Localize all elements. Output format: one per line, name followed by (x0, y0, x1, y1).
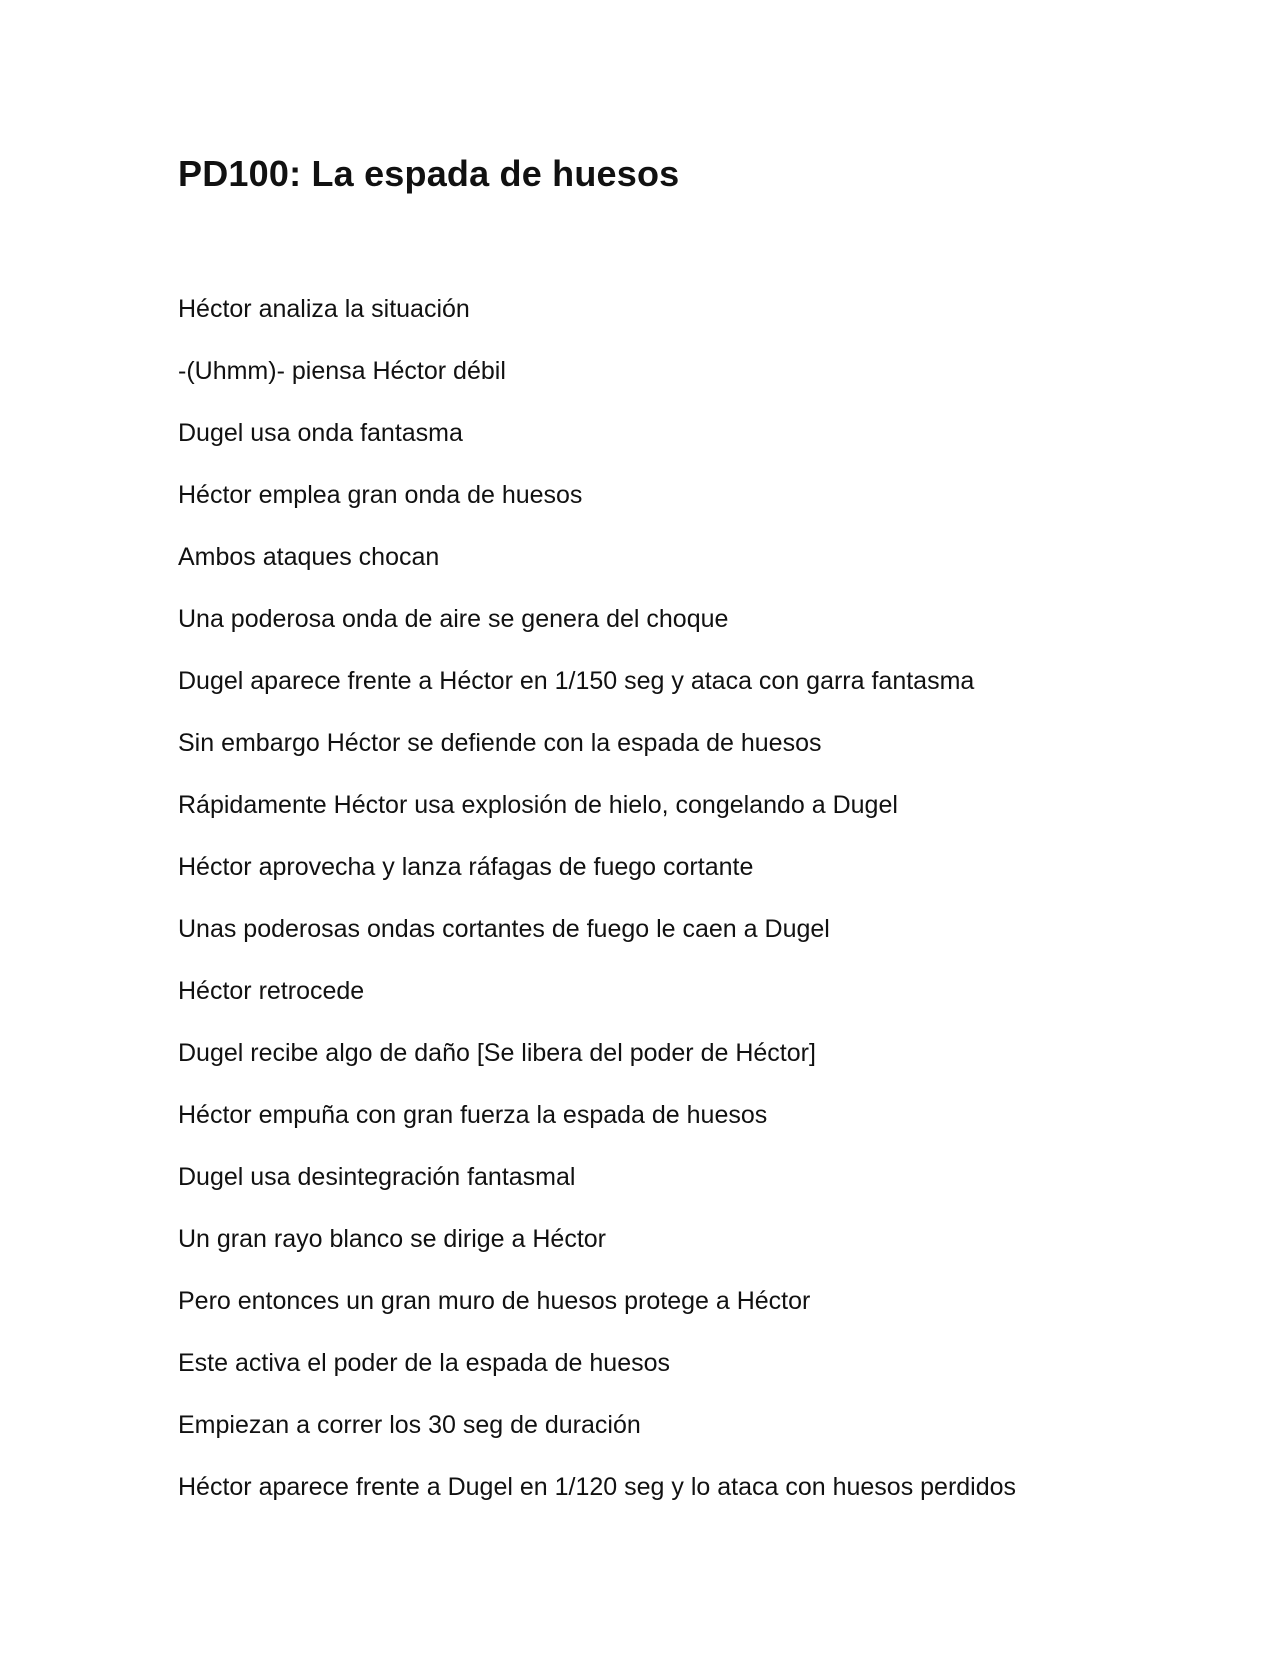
body-line: Héctor empuña con gran fuerza la espada de huesos (178, 1101, 768, 1129)
body-line: Una poderosa onda de aire se genera del choque (178, 605, 729, 633)
body-line: Rápidamente Héctor usa explosión de hielo, congelando a Dugel (178, 791, 898, 819)
body-line: Héctor aprovecha y lanza ráfagas de fuego cortante (178, 853, 754, 881)
document-title: PD100: La espada de huesos (178, 153, 680, 194)
body-line: Dugel aparece frente a Héctor en 1/150 seg y ataca con garra fantasma (178, 667, 975, 695)
document-body (178, 291, 1016, 1531)
body-line: Unas poderosas ondas cortantes de fuego le caen a Dugel (178, 915, 830, 943)
body-line: Ambos ataques chocan (178, 543, 440, 571)
body-line: Este activa el poder de la espada de huesos (178, 1349, 671, 1377)
body-line: Dugel usa desintegración fantasmal (178, 1163, 576, 1191)
body-line: Dugel usa onda fantasma (178, 419, 463, 447)
body-line: Sin embargo Héctor se defiende con la espada de huesos (178, 729, 822, 757)
body-line: Héctor aparece frente a Dugel en 1/120 seg y lo ataca con huesos perdidos (178, 1473, 1017, 1501)
body-line: Un gran rayo blanco se dirige a Héctor (178, 1225, 607, 1253)
body-line: Dugel recibe algo de daño [Se libera del poder de Héctor] (178, 1039, 816, 1067)
body-line: Héctor emplea gran onda de huesos (178, 481, 583, 509)
body-line: -(Uhmm)- piensa Héctor débil (178, 357, 506, 385)
body-line: Pero entonces un gran muro de huesos protege a Héctor (178, 1287, 811, 1315)
body-line: Empiezan a correr los 30 seg de duración (178, 1411, 641, 1439)
body-line: Héctor retrocede (178, 977, 365, 1005)
body-line: Héctor analiza la situación (178, 295, 470, 323)
